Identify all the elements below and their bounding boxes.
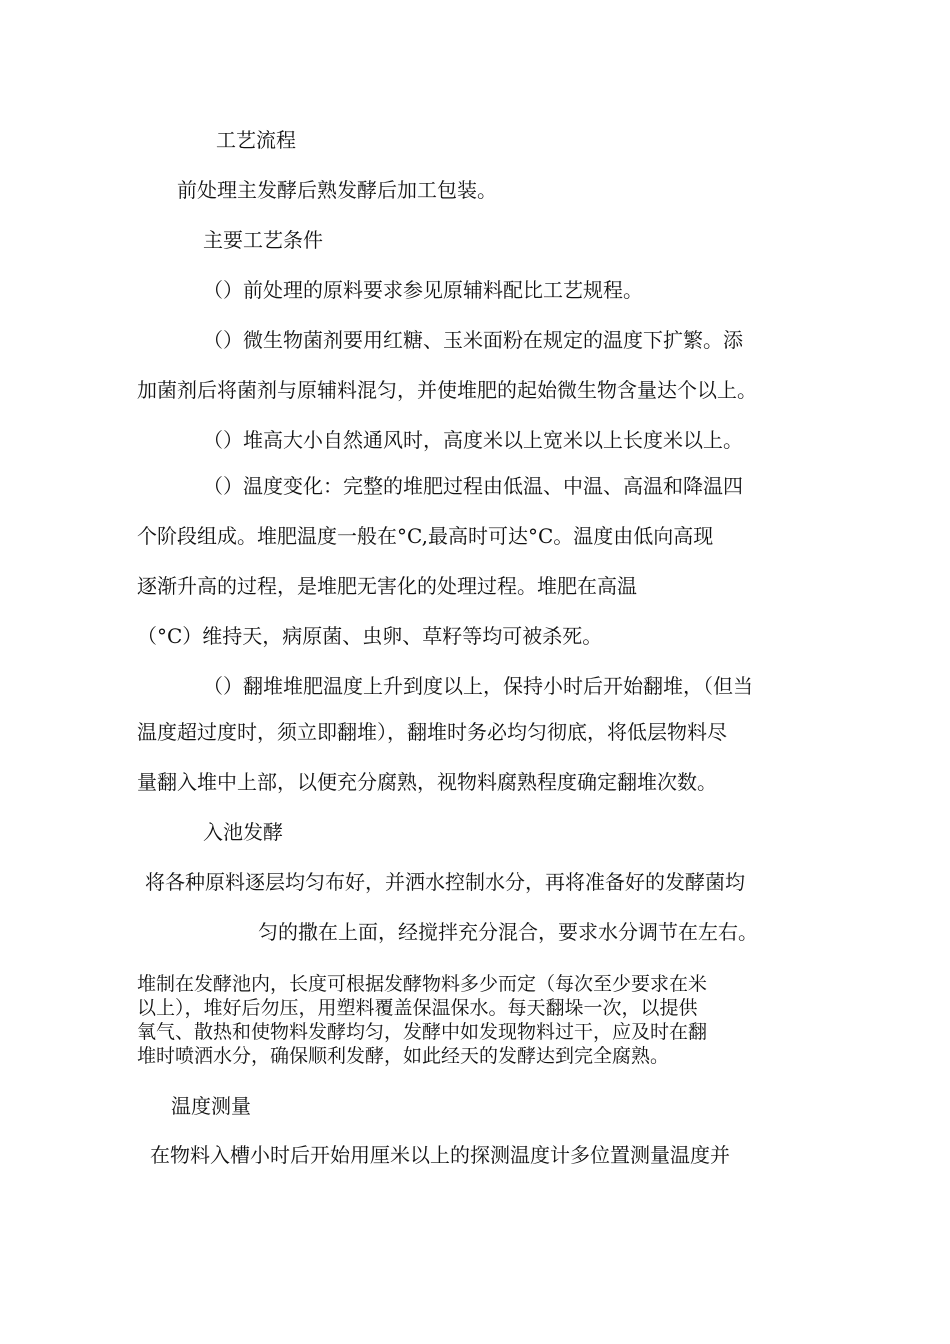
pile-paragraph-line-1: 堆制在发酵池内，长度可根据发酵物料多少而定（每次至少要求在米	[137, 973, 708, 995]
heading-temperature-measurement: 温度测量	[171, 1094, 251, 1118]
ferment-line-2: 匀的撒在上面，经搅拌充分混合，要求水分调节在左右。	[258, 920, 758, 944]
ferment-line-1: 将各种原料逐层均匀布好，并洒水控制水分，再将准备好的发酵菌均	[145, 870, 745, 894]
item-temperature-line-2: 个阶段组成。堆肥温度一般在°C,最高时可达°C。温度由低向高现	[137, 524, 714, 548]
item-turning-line-2: 温度超过度时，须立即翻堆），翻堆时务必均匀彻底，将低层物料尽	[137, 720, 727, 744]
item-temperature-line-3: 逐渐升高的过程，是堆肥无害化的处理过程。堆肥在高温	[137, 574, 637, 598]
item-pile-size: （）堆高大小自然通风时，高度米以上宽米以上长度米以上。	[203, 428, 743, 452]
temperature-measurement-line-1: 在物料入槽小时后开始用厘米以上的探测温度计多位置测量温度并	[150, 1143, 730, 1167]
item-temperature-line-1: （）温度变化：完整的堆肥过程由低温、中温、高温和降温四	[203, 474, 743, 498]
item-pretreatment: （）前处理的原料要求参见原辅料配比工艺规程。	[203, 278, 643, 302]
process-text: 前处理主发酵后熟发酵后加工包装。	[177, 178, 497, 202]
item-microbe-line-2: 加菌剂后将菌剂与原辅料混匀，并使堆肥的起始微生物含量达个以上。	[137, 378, 757, 402]
item-temperature-line-4: （°C）维持天，病原菌、虫卵、草籽等均可被杀死。	[137, 624, 603, 648]
item-microbe-line-1: （）微生物菌剂要用红糖、玉米面粉在规定的温度下扩繁。添	[203, 328, 743, 352]
pile-paragraph-line-4: 堆时喷洒水分，确保顺利发酵，如此经天的发酵达到完全腐熟。	[137, 1045, 670, 1067]
heading-process-flow: 工艺流程	[216, 128, 296, 152]
item-turning-line-1: （）翻堆堆肥温度上升到度以上，保持小时后开始翻堆，（但当	[203, 674, 753, 698]
heading-pool-fermentation: 入池发酵	[203, 820, 283, 844]
pile-paragraph-line-3: 氧气、散热和使物料发酵均匀，发酵中如发现物料过干，应及时在翻	[137, 1021, 708, 1043]
heading-main-conditions: 主要工艺条件	[203, 228, 323, 252]
item-turning-line-3: 量翻入堆中上部，以便充分腐熟，视物料腐熟程度确定翻堆次数。	[137, 770, 717, 794]
pile-paragraph-line-2: 以上），堆好后勿压，用塑料覆盖保温保水。每天翻垛一次，以提供	[137, 997, 698, 1019]
